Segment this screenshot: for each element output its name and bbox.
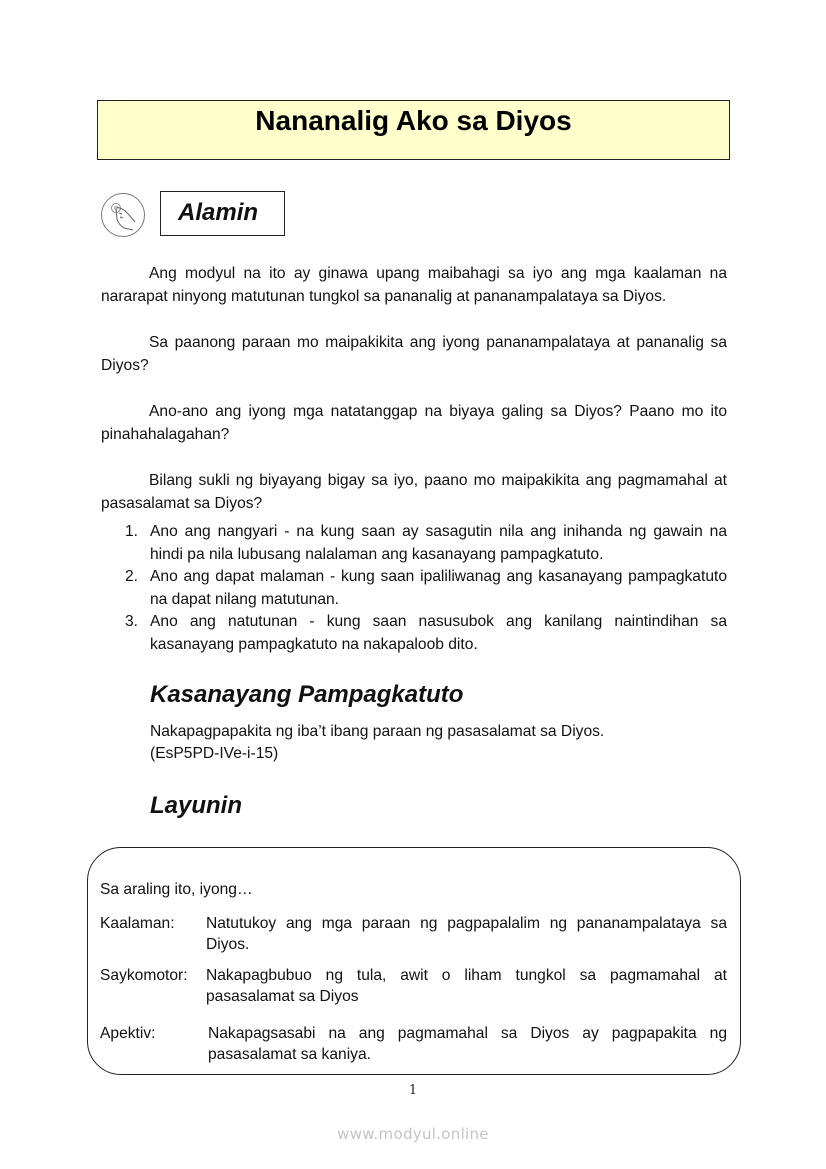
kasanayan-heading: Kasanayang Pampagkatuto (150, 681, 464, 708)
list-item: 3. Ano ang natutunan - kung saan nasusubok ang kanilang naintindihan sa kasanayang pampagkatuto na nakapaloob dito. (125, 613, 727, 653)
list-item: 2. Ano ang dapat malaman - kung saan ipaliliwanag ang kasanayang pampagkatuto na dapat nilang matutunan. (125, 568, 727, 608)
objective-text: Nakapagbubuo ng tula, awit o liham tungkol sa pagmamahal at pasasalamat sa Diyos (206, 967, 727, 1005)
objective-kaalaman (100, 914, 727, 955)
page-number: 1 (408, 1083, 418, 1098)
page-title: Nananalig Ako sa Diyos (255, 105, 572, 136)
objective-label: Saykomotor: (100, 967, 188, 984)
layunin-heading: Layunin (150, 792, 243, 819)
kasanayan-code: (EsP5PD-IVe-i-15) (150, 745, 279, 762)
intro-paragraph-2: Sa paanong paraan mo maipakikita ang iyong pananampalataya at pananalig sa Diyos? (101, 334, 727, 374)
numbered-list (125, 521, 727, 656)
intro-paragraph-4: Bilang sukli ng biyayang bigay sa iyo, paano mo maipakikita ang pagmamahal at pasasalamat sa Diyos? (101, 472, 727, 512)
objective-label: Kaalaman: (100, 915, 175, 932)
objective-label: Apektiv: (100, 1025, 156, 1042)
pointing-hand-icon (101, 193, 145, 237)
intro-paragraph-3: Ano-ano ang iyong mga natatanggap na biyaya galing sa Diyos? Paano mo ito pinahahalagahan? (101, 403, 727, 443)
alamin-section-label (160, 191, 285, 236)
list-item: 1. Ano ang nangyari - na kung saan ay sasagutin nila ang inihanda ng gawain na hindi pa nila lubusang nalalaman ang kasanayang pampagkatuto. (125, 523, 727, 563)
watermark: www.modyul.online (337, 1125, 489, 1143)
intro-paragraph-1: Ang modyul na ito ay ginawa upang maibahagi sa iyo ang mga kaalaman na nararapat ninyong matutunan tungkol sa pananalig at pananampalataya sa Diyos. (101, 265, 727, 305)
kasanayan-text: Nakapagpapakita ng iba’t ibang paraan ng pasasalamat sa Diyos. (150, 723, 605, 740)
title-banner (97, 100, 730, 160)
objective-text: Nakapagsasabi na ang pagmamahal sa Diyos ay pagpapakita ng pasasalamat sa kaniya. (208, 1025, 727, 1063)
objective-text: Natutukoy ang mga paraan ng pagpapalalim ng pananampalataya sa Diyos. (206, 915, 727, 953)
objectives-intro: Sa araling ito, iyong… (100, 881, 253, 898)
objective-apektiv (100, 1024, 727, 1065)
alamin-heading: Alamin (178, 199, 259, 226)
objective-saykomotor (100, 966, 727, 1007)
